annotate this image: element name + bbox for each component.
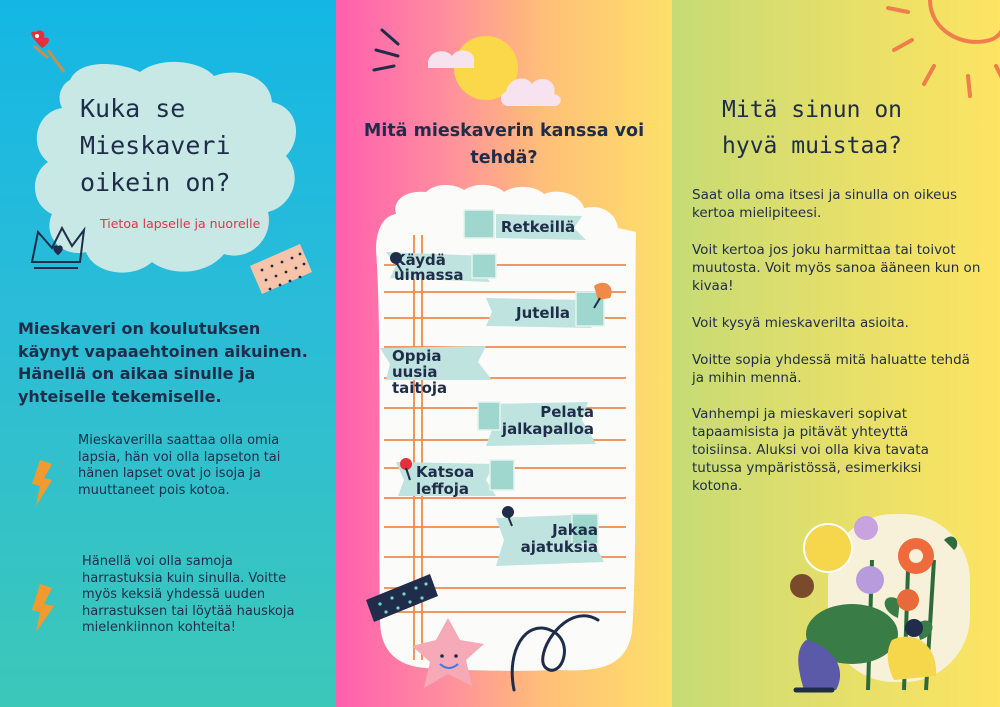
right-panel	[672, 0, 1000, 707]
left-intro-text: Mieskaveri on koulutuksen käynyt vapaaehtoinen aikuinen. Hänellä on aikaa sinulle ja yhteiselle tekemiselle.	[18, 319, 308, 406]
left-panel	[0, 0, 336, 707]
dotted-tape-shape	[250, 244, 312, 294]
right-paragraph: Saat olla oma itsesi ja sinulla on oikeus kertoa mielipiteesi.	[692, 187, 958, 221]
middle-panel	[336, 0, 672, 707]
activity-item: Jutella	[515, 304, 570, 322]
middle-title: Mitä mieskaverin kanssa voi tehdä?	[363, 121, 645, 168]
activity-item: Käydä uimassa	[394, 251, 464, 284]
left-paragraph-2: Hänellä voi olla samoja harrastuksia kuin sinulla. Voitte myös keksiä yhdessä uuden harrastuksen tai löytää hauskoja mielenkiinnon kohteita!	[82, 554, 295, 635]
right-paragraph: Voit kysyä mieskaverilta asioita.	[692, 315, 909, 331]
right-paragraph: Vanhempi ja mieskaveri sopivat tapaamisista ja pitävät yhteyttä toisiinsa. Aluksi voi olla kiva tavata tutussa ympäristössä, esimerkiksi kotona.	[692, 406, 929, 494]
left-subtitle: Tietoa lapselle ja nuorelle	[100, 216, 261, 231]
right-paragraph: Voit kertoa jos joku harmittaa tai toivot muutosta. Voit myös sanoa ääneen kun on kivaa!	[692, 242, 981, 294]
activity-item: Pelata jalkapalloa	[501, 403, 594, 438]
lightning-icon	[32, 584, 54, 632]
activity-item: Jakaa ajatuksia	[520, 521, 598, 556]
right-paragraph: Voitte sopia yhdessä mitä haluatte tehdä ja mihin mennä.	[692, 352, 970, 386]
dash-marks-icon	[374, 30, 398, 70]
middle-panel-decor	[336, 0, 672, 707]
activity-item: Retkeillä	[500, 218, 576, 236]
heart-pin-icon	[31, 30, 64, 72]
left-title: Kuka se Mieskaveri oikein on?	[80, 94, 231, 197]
right-title: Mitä sinun on hyvä muistaa?	[722, 97, 903, 159]
sun-icon	[888, 0, 1000, 96]
activity-item: Katsoa leffoja	[416, 463, 475, 498]
activity-item: Oppia uusia taitoja	[392, 347, 448, 397]
lightning-icon	[32, 460, 52, 506]
flowers-illustration-icon	[790, 514, 970, 690]
left-paragraph-1: Mieskaverilla saattaa olla omia lapsia, hän voi olla lapseton tai hänen lapset ovat jo isoja ja muuttaneet pois kotoa.	[78, 433, 281, 498]
sun-cloud-icon	[428, 36, 561, 106]
